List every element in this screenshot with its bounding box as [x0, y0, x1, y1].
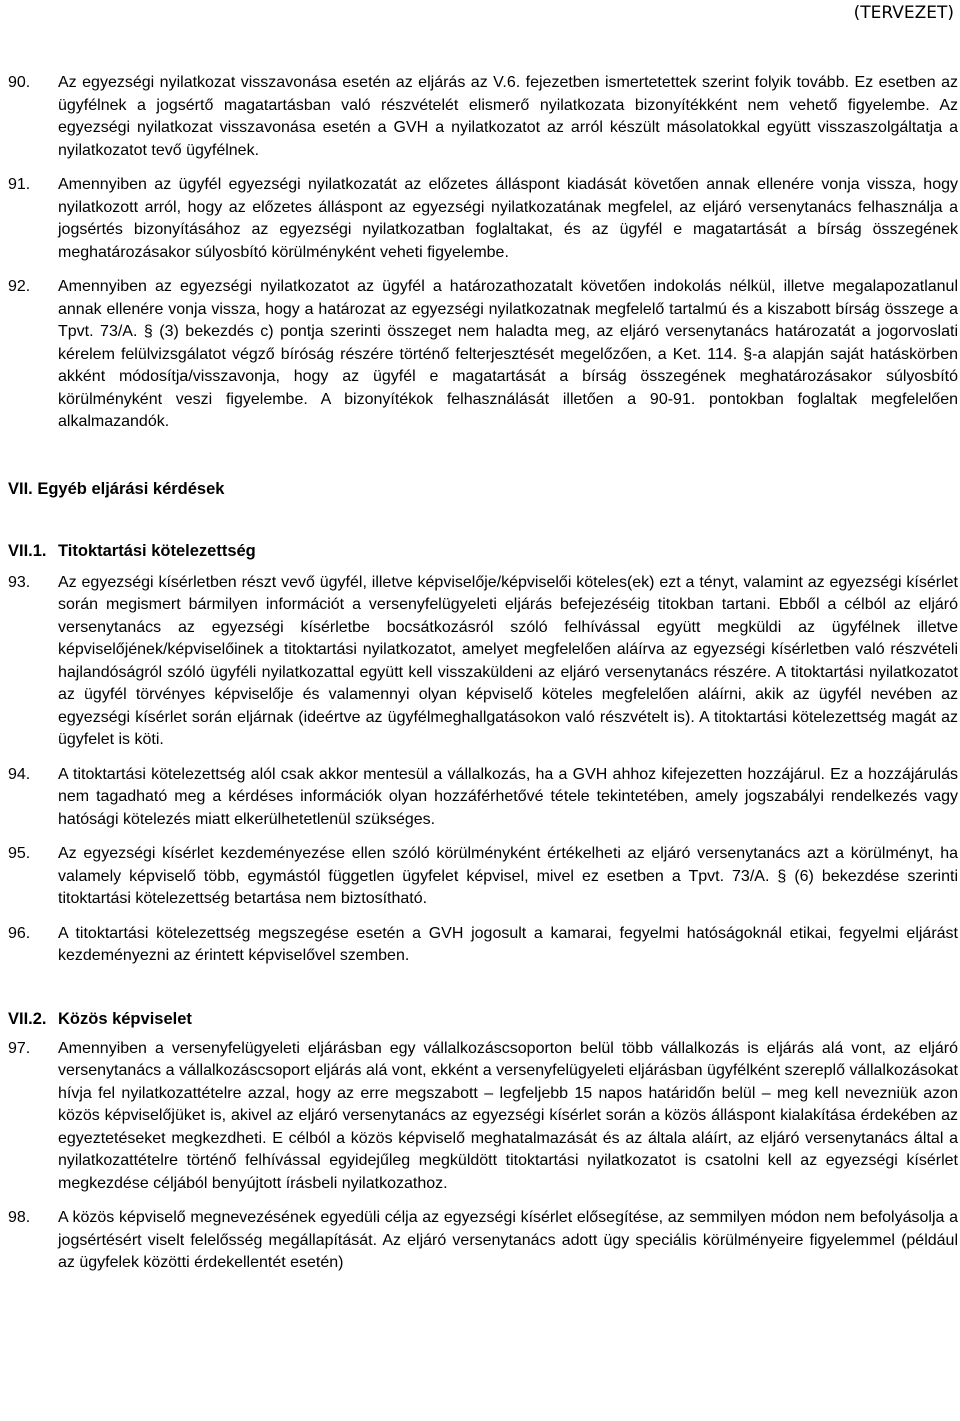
paragraph-94 [8, 764, 958, 832]
subsection-title: Titoktartási kötelezettség [58, 541, 256, 560]
paragraph-text: Az egyezségi nyilatkozat visszavonása esetén az eljárás az V.6. fejezetben ismertetettek szerint folyik tovább. Ez esetben az ügyfélnek a jogsértő magatartásban való részvételét elismerő nyilatkozata bizonyítékként nem vehető figyelembe. Az egyezségi nyilatkozat visszavonása esetén a GVH a nyilatkozatot az arról készült másolatokkal együtt visszaszolgáltatja a nyilatkozatot tevő ügyfélnek. [58, 74, 958, 159]
paragraph-95 [8, 843, 958, 911]
paragraph-90 [8, 72, 958, 162]
subsection-number: VII.1. [8, 541, 47, 560]
paragraph-text: Amennyiben az ügyfél egyezségi nyilatkozatát az előzetes álláspont kiadását követően annak ellenére vonja vissza, hogy nyilatkozott arról, hogy az előzetes álláspont az egyezségi nyilatkozatának megfelel, az eljáró versenytanács felhasználja a jogsértés bizonyításához az egyezségi nyilatkozatban foglaltakat, és az ügyfél e magatartását a bírság összegének meghatározásakor súlyosbító körülményként veheti figyelembe. [58, 176, 958, 261]
paragraph-text: A közös képviselő megnevezésének egyedüli célja az egyezségi kísérlet elősegítése, az semmilyen módon nem befolyásolja a jogsértésért viselt felelősség megállapítását. Az eljáró versenytanács adott ügy speciális körülményeire figyelemmel (például az ügyfelek közötti érdekellentét esetén) [58, 1209, 958, 1271]
paragraph-number: 98. [8, 1209, 31, 1226]
paragraph-text: A titoktartási kötelezettség megszegése esetén a GVH jogosult a kamarai, fegyelmi hatóságoknál etikai, fegyelmi eljárást kezdeményezni az érintett képviselővel szemben. [58, 924, 958, 964]
paragraph-text: Amennyiben az egyezségi nyilatkozatot az ügyfél a határozathozatalt követően indokolás nélkül, illetve megalapozatlanul annak ellenére vonja vissza, hogy a határozat az egyezségi nyilatkozatnak megfelelő tartalmú és a kiszabott bírság összege a Tpvt. 73/A. § (3) bekezdés c) pontja szerinti összeget nem haladta meg, az eljáró versenytanács határozatát a jogorvoslati kérelem felülvizsgálatot végző bíróság részére történő felterjesztését megelőzően, a Ket. 114. §-a alapján saját hatáskörben akként módosítja/visszavonja, hogy az ügyfél e magatartását a bírság összegének meghatározásakor súlyosbító körülményként veszi figyelembe. A bizonyítékok felhasználását illetően a 90-91. pontokban foglaltak megfelelően alkalmazandók. [58, 278, 958, 430]
paragraph-text: Az egyezségi kísérlet kezdeményezése ellen szóló körülményként értékelheti az eljáró versenytanács azt a körülményt, ha valamely képviselő több, egymástól független ügyfelet képvisel, mivel ez esetben a Tpvt. 73/A. § (6) bekezdése szerinti titoktartási kötelezettség betartása nem biztosítható. [58, 845, 958, 907]
paragraph-97 [8, 1038, 958, 1196]
subsection-heading-vii-2 [8, 1008, 958, 1030]
paragraph-93 [8, 572, 958, 752]
draft-label: (TERVEZET) [853, 3, 954, 23]
paragraph-number: 90. [8, 74, 31, 91]
paragraph-number: 94. [8, 765, 31, 783]
subsection-heading-vii-1 [8, 540, 958, 562]
paragraph-text: A titoktartási kötelezettség alól csak akkor mentesül a vállalkozás, ha a GVH ahhoz kifejezetten hozzájárul. Ez a hozzájárulás nem tagadható meg a kérdéses információk olyan hozzáférhetővé tétele tekintetében, amely jogszabályi rendelkezés vagy hatósági kötelezés miatt elkerülhetetlenül szükséges. [58, 765, 958, 828]
document-body [8, 72, 958, 1275]
paragraph-text: Amennyiben a versenyfelügyeleti eljárásban egy vállalkozáscsoporton belül több vállalkozás is eljárás alá vont, az eljáró versenytanács a vállalkozáscsoport eljárás alá vont, ekként a versenyfelügyeleti eljárásban ügyfélként szereplő vállalkozásokat hívja fel nyilatkozattételre azzal, hogy az erre megszabott – legfeljebb 15 napos határidőn belül – meg kell nevezniük azon közös képviselőjüket is, akivel az eljáró versenytanács az egyezségi kísérlet során a közös álláspont kialakítása érdekében az egyeztetéseket megkezdheti. E célból a közös képviselő meghatalmazását és az általa aláírt, az eljáró versenytanács által a nyilatkozattételre történő felhívással egyidejűleg megküldött titoktartási nyilatkozatot is csatolni kell az egyezségi kísérlet megkezdése céljából benyújtott írásbeli nyilatkozathoz. [58, 1039, 958, 1192]
paragraph-number: 95. [8, 845, 31, 862]
paragraph-number: 93. [8, 573, 31, 591]
subsection-number: VII.2. [8, 1009, 47, 1028]
paragraph-number: 96. [8, 924, 31, 942]
paragraph-number: 97. [8, 1039, 31, 1057]
paragraph-98 [8, 1207, 958, 1275]
paragraph-92 [8, 276, 958, 434]
paragraph-number: 91. [8, 176, 31, 193]
subsection-title: Közös képviselet [58, 1009, 192, 1028]
paragraph-text: Az egyezségi kísérletben részt vevő ügyfél, illetve képviselője/képviselői köteles(ek) ezt a tényt, valamint az egyezségi kísérlet során megismert bármilyen információt a versenyfelügyeleti eljárás befejezéséig titokban tartani. Ebből a célból az eljáró versenytanács az egyezségi kísérletbe bocsátkozásról szóló felhívással együtt megküldi az ügyfélnek illetve képviselőjének/képviselőinek a titoktartási nyilatkozatot, amelyet megfelelően aláírva az egyezségi kísérletben való részvételi hajlandóságról szóló ügyféli nyilatkozattal együtt kell visszaküldeni az eljáró versenytanács részére. A titoktartási nyilatkozatot az ügyfél törvényes képviselője és valamennyi olyan képviselő köteles megfelelően aláírni, akik az ügyfél nevében az egyezségi kísérlet során eljárnak (ideértve az ügyfélmeghallgatásokon való részvételt is). A titoktartási kötelezettség magát az ügyfelet is köti. [58, 573, 958, 748]
section-heading-vii: VII. Egyéb eljárási kérdések [8, 479, 225, 498]
paragraph-91 [8, 174, 958, 264]
paragraph-96 [8, 923, 958, 968]
paragraph-number: 92. [8, 278, 31, 295]
